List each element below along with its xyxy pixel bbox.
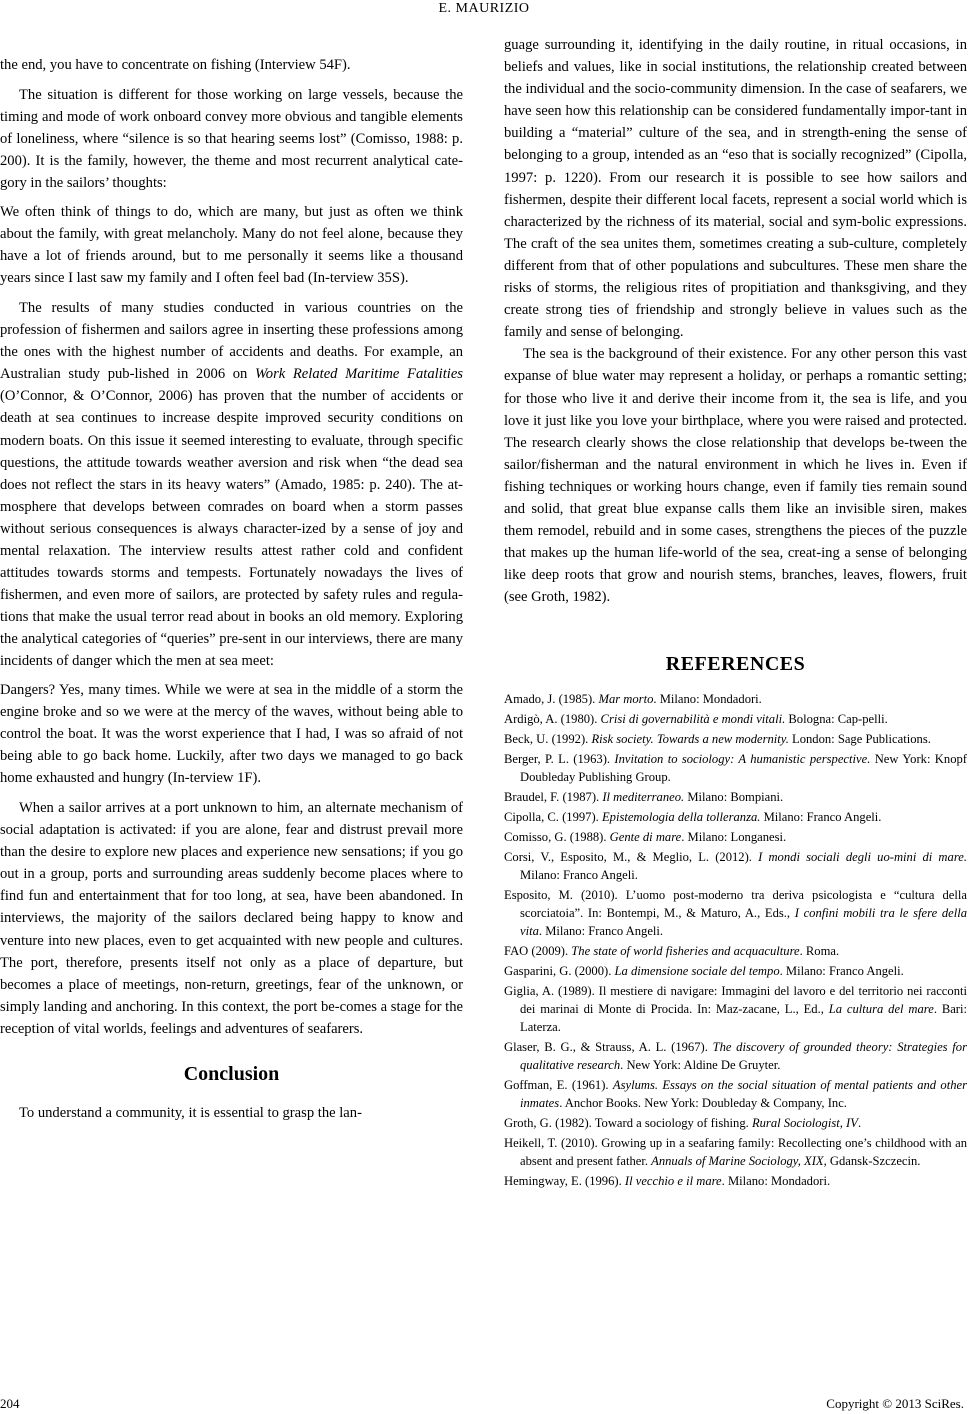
- reference-text: Glaser, B. G., & Strauss, A. L. (1967).: [504, 1040, 713, 1055]
- reference-text: Milano: Franco Angeli.: [520, 868, 638, 883]
- reference-text: . Milano: Franco Angeli.: [538, 924, 664, 939]
- reference-text: Braudel, F. (1987).: [504, 790, 603, 805]
- paragraph: The sea is the background of their existence. For any other person this vast expanse of blue water may represent a holiday, or perhaps a romantic setting; for those who live it and derive their income from it, the sea is life, and you love it just like you love your birthplace, where you were raised and protected. The research clearly shows the close relationship that develops be-tween the sailor/fisherman and the natural environment in which he lives in. Even if fishing techniques or working hours change, even if family ties remain sound and solid, that great blue expanse calls them like an invisible siren, makes them remodel, rebuild and in some cases, strengthens the pieces of the puzzle that makes up the human life-world of the sea, creat-ing a sense of belonging like deep roots that grow and nourish stems, branches, leaves, flowers, fruit (see Groth, 1982).: [504, 346, 967, 606]
- paragraph: To understand a community, it is essential to grasp the lan-: [19, 1105, 362, 1122]
- reference-item: [504, 1114, 967, 1132]
- reference-item: [504, 730, 967, 748]
- running-head: E. MAURIZIO: [438, 1, 530, 16]
- reference-text: Milano: Franco Angeli.: [760, 810, 882, 825]
- section-heading: Conclusion: [183, 1063, 280, 1086]
- reference-text: . New York: Aldine De Gruyter.: [620, 1058, 781, 1073]
- reference-text: Goffman, E. (1961).: [504, 1078, 613, 1093]
- reference-text: Bologna: Cap-pelli.: [785, 712, 888, 727]
- reference-text: Cipolla, C. (1997).: [504, 810, 602, 825]
- reference-title: La cultura del mare: [828, 1002, 934, 1017]
- reference-text: New York: Knopf Doubleday Publishing Group.: [520, 752, 967, 785]
- reference-item: [504, 710, 967, 728]
- reference-title: I confini mobili tra le sfere della vita: [520, 906, 967, 939]
- reference-item: [504, 942, 967, 960]
- reference-title: Il vecchio e il mare: [624, 1174, 722, 1189]
- reference-item: [504, 962, 967, 980]
- reference-text: Ardigò, A. (1980).: [504, 712, 601, 727]
- paragraph: guage surrounding it, identifying in the daily routine, in ritual occasions, in beliefs and values, like in social institutions, the relationship created between the individual and the socio-community dimension. In the case of seafarers, we have seen how this relationship can be considered fundamentally impor-tant in building a “material” culture of the sea, and in strength-ening the sense of belonging to a group, intended as an “eso that is socially recognized” (Cipolla, 1997: p. 1220). From our research it is possible to see how sailors and fishermen, despite their different local facets, represent a social world which is characterized by the richness of its material, social and sym-bolic expressions. The craft of the sea unites them, sometimes creating a sub-culture, completely different from that of other populations and subcultures. These men share the risks of storms, the religious rites of propitiation and thanksgiving, and they create strong ties of friendship and strongly believe in values such as the family and sense of belonging.: [504, 37, 967, 341]
- reference-text: Groth, G. (1982). Toward a sociology of fishing.: [504, 1116, 752, 1131]
- reference-text: . Roma.: [799, 944, 840, 959]
- block-quote: Dangers? Yes, many times. While we were at sea in the middle of a storm the engine broke and so we were at the mercy of the waves, without being able to control the boat. It was the worst experience that I had, I was so afraid of not being able to go back home. Luckily, after two days we managed to go back home exhausted and hungry (In-terview 1F).: [0, 681, 463, 786]
- reference-text: Giglia, A. (1989). Il mestiere di navigare: Immagini del lavoro e del territorio nei racconti dei marinai di Monte di Procida. In: Maz-zacane, L., Ed.,: [504, 984, 967, 1017]
- reference-title: The state of world fisheries and acquaculture: [571, 944, 800, 959]
- references-heading: REFERENCES: [665, 653, 806, 676]
- reference-title: Asylums. Essays on the social situation of mental patients and other inmates: [520, 1078, 967, 1111]
- reference-item: [504, 1172, 967, 1190]
- left-column: [0, 34, 463, 1124]
- block-quote: the end, you have to concentrate on fishing (Interview 54F).: [0, 57, 351, 73]
- reference-item: [504, 690, 967, 708]
- reference-title: La dimensione sociale del tempo: [614, 964, 780, 979]
- paragraph: When a sailor arrives at a port unknown to him, an alternate mechanism of social adaptation is activated: if you are alone, fear and distrust prevail more than the desire to explore new places and experience new sensations; if you go out in a group, ports and surrounding areas suddenly become places where to find fun and entertainment that for too long, at sea, have been abandoned. In interviews, the majority of the sailors declared being happy to know and venture into new places, even to get acquainted with new people and cultures. The port, therefore, presents itself not only as a place of departure, but becomes a place of meetings, non-return, greetings, fear of the unknown, or simply landing and anchoring. In this context, the port be-comes a stage for the reception of vital worlds, feelings and adventures of seafarers.: [0, 800, 463, 1037]
- emphasis: Work Related Maritime Fatalities: [254, 366, 463, 383]
- reference-text: .: [857, 1116, 862, 1131]
- reference-text: Esposito, M. (2010). L’uomo post-moderno tra deriva psicologista e “cultura della scorciatoia”. In: Bontempi, M., & Maturo, A., Eds.,: [504, 888, 967, 921]
- reference-text: Hemingway, E. (1996).: [504, 1174, 625, 1189]
- paragraph: The situation is different for those working on large vessels, because the timing and mode of work onboard convey more obvious and tangible elements of loneliness, where “silence is so that hearing seems lost” (Comisso, 1988: p. 200). It is the family, however, the theme and most recurrent analytical cate-gory in the sailors’ thoughts:: [0, 87, 463, 192]
- reference-title: I mondi sociali degli uo-mini di mare.: [758, 850, 967, 865]
- block-quote: We often think of things to do, which are many, but just as often we think about the family, with great melancholy. Many do not feel alone, because they have a lot of friends around, but to me personally it seems like a thousand years since I last saw my family and I often feel bad (In-terview 35S).: [0, 203, 463, 286]
- reference-title: Annuals of Marine Sociology, XIX,: [651, 1154, 827, 1169]
- page-number: 204: [0, 1396, 20, 1411]
- paragraph: [0, 297, 463, 673]
- reference-text: . Milano: Longanesi.: [681, 830, 787, 845]
- reference-item: [504, 1038, 967, 1074]
- reference-text: London: Sage Publications.: [788, 732, 931, 747]
- reference-text: Milano: Bompiani.: [684, 790, 784, 805]
- reference-item: [504, 750, 967, 786]
- reference-item: [504, 1134, 967, 1170]
- reference-item: [504, 1076, 967, 1112]
- reference-text: . Milano: Franco Angeli.: [779, 964, 904, 979]
- reference-title: Risk society. Towards a new modernity.: [591, 732, 789, 747]
- reference-text: Comisso, G. (1988).: [504, 830, 610, 845]
- reference-item: [504, 808, 967, 826]
- copyright: Copyright © 2013 SciRes.: [826, 1396, 964, 1411]
- reference-text: Gdansk-Szczecin.: [826, 1154, 921, 1169]
- reference-text: Amado, J. (1985).: [504, 692, 599, 707]
- paragraph-text: (O’Connor, & O’Connor, 2006) has proven that the number of accidents or death at sea continues to increase despite improved security conditions on modern boats. On this issue it seemed interesting to evaluate, through specific questions, the attitude towards weather aversion and risk when “the dead sea does not reflect the stars in its heavy waters” (Amado, 1985: p. 240). The at-mosphere that develops between comrades on board when a storm passes without serious consequences is always character-ized by a sense of joy and mental relaxation. The interview results attest rather cold and confident attitudes towards storms and tempests. Fortunately nowadays the lives of fishermen, and even more of sailors, are protected by safety rules and regula-tions that make the usual terror read about in books an old memory. Exploring the analytical categories of “queries” pre-sent in our interviews, there are many incidents of danger which the men at sea meet:: [0, 388, 463, 670]
- reference-item: [504, 982, 967, 1036]
- reference-title: Epistemologia della tolleranza.: [601, 810, 761, 825]
- reference-text: Corsi, V., Esposito, M., & Meglio, L. (2012).: [504, 850, 759, 865]
- reference-title: Crisi di governabilità e mondi vitali.: [600, 712, 786, 727]
- right-column: [504, 34, 967, 1192]
- reference-text: . Milano: Mondadori.: [653, 692, 762, 707]
- reference-item: [504, 828, 967, 846]
- reference-text: Heikell, T. (2010). Growing up in a seafaring family: Recollecting one’s childhood with an absent and present father.: [504, 1136, 967, 1169]
- reference-text: . Milano: Mondadori.: [721, 1174, 831, 1189]
- reference-text: Berger, P. L. (1963).: [504, 752, 615, 767]
- reference-item: [504, 848, 967, 884]
- reference-title: The discovery of grounded theory: Strategies for qualitative research: [520, 1040, 967, 1073]
- reference-item: [504, 788, 967, 806]
- reference-list: [504, 690, 967, 1190]
- reference-title: Rural Sociologist, IV: [751, 1116, 858, 1131]
- reference-item: [504, 886, 967, 940]
- reference-title: Il mediterraneo.: [602, 790, 685, 805]
- reference-title: Mar morto: [598, 692, 654, 707]
- reference-text: . Anchor Books. New York: Doubleday & Company, Inc.: [559, 1096, 847, 1111]
- reference-text: FAO (2009).: [504, 944, 572, 959]
- reference-title: Invitation to sociology: A humanistic perspective.: [614, 752, 871, 767]
- reference-text: Gasparini, G. (2000).: [504, 964, 615, 979]
- paragraph-text: The results of many studies conducted in various countries on the profession of fishermen and sailors agree in inserting these professions among the ones with the highest number of accidents and deaths. For example, an Australian study pub-lished in 2006 on: [0, 299, 463, 383]
- reference-text: Beck, U. (1992).: [504, 732, 592, 747]
- reference-text: . Bari: Laterza.: [520, 1002, 967, 1035]
- reference-title: Gente di mare: [609, 830, 682, 845]
